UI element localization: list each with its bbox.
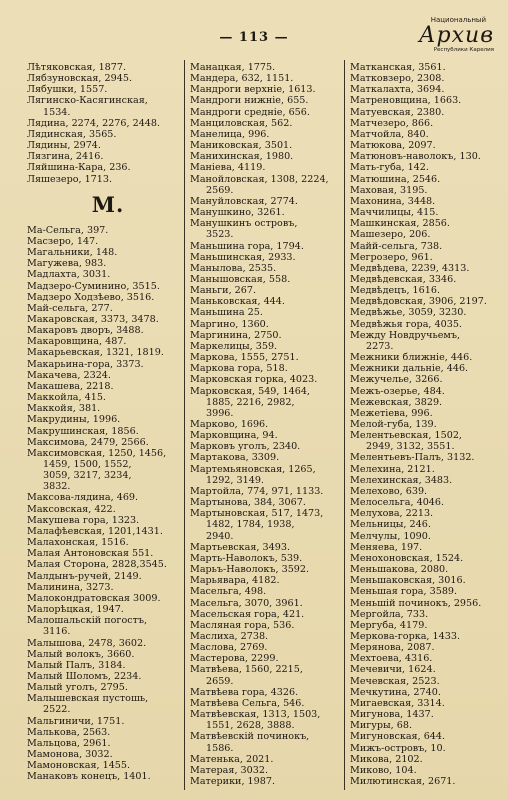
index-entry: Масляная гора, 536. [190, 619, 295, 631]
index-entry: Мельницы, 246. [350, 519, 431, 531]
index-entry: Мелой-губа, 139. [350, 419, 437, 430]
index-entry: Меньшаковская, 3016. [350, 575, 466, 587]
index-entry: Матюшина, 2546. [350, 173, 441, 185]
index-entry: Медвѣдовская, 3906, 2197. [350, 296, 487, 308]
index-column-1 [27, 62, 189, 783]
index-entry: Малинина, 3273. [27, 581, 114, 593]
index-entry: Марть-Наволокъ, 539. [190, 552, 303, 564]
index-entry: 2940. [206, 530, 234, 542]
index-entry: Лядинская, 3565. [27, 128, 117, 140]
index-entry: Маслова, 2769. [190, 642, 268, 654]
index-entry: 2273. [366, 340, 394, 352]
index-entry: Ляшезеро, 1713. [27, 173, 113, 185]
index-entry: Мигуновская, 644. [350, 731, 446, 743]
logo-line-3: Республики Карелия [433, 47, 494, 53]
index-entry: 2949, 3132, 3551. [366, 441, 455, 453]
index-entry: Макушева гора, 1323. [27, 514, 140, 526]
index-entry: 3832. [43, 481, 71, 493]
index-entry: Манелица, 996. [190, 128, 270, 140]
index-entry: Медвѣдецъ, 1616. [350, 285, 441, 297]
index-entry: Малорѣцкая, 1947. [27, 604, 124, 616]
index-entry: 1885, 2216, 2982, [206, 396, 295, 408]
index-entry: Марковская горка, 4023. [190, 374, 318, 386]
index-entry: Машезеро, 206. [350, 229, 431, 241]
index-entry: Макарьина-гора, 3373. [27, 358, 144, 370]
index-entry: Малый Палъ, 3184. [27, 659, 126, 671]
index-entry: Мать-губа, 142. [350, 162, 429, 174]
index-entry: 2659. [206, 675, 234, 687]
section-letter: М. [91, 191, 125, 217]
index-entry: Лядины, 2974. [27, 140, 101, 152]
index-entry: 1534. [43, 106, 71, 118]
index-entry: Матковзеро, 2308. [350, 73, 445, 85]
index-entry: Малая Антоновская 551. [27, 548, 154, 560]
index-entry: Меньшая гора, 3589. [350, 586, 458, 598]
index-entry: Манаковъ конецъ, 1401. [27, 771, 151, 783]
index-entry: Малышова, 2478, 3602. [27, 637, 147, 649]
index-entry: Максимовская, 1250, 1456, [27, 447, 167, 459]
index-entry: Машкинская, 2856. [350, 218, 450, 230]
index-entry: Мартынова, 384, 3067. [190, 497, 306, 509]
index-entry: 2522. [43, 704, 71, 716]
index-entry: Манихинская, 1980. [190, 151, 294, 163]
index-entry: Марьявара, 4182. [190, 575, 280, 587]
index-entry: Мижъ-островъ, 10. [350, 742, 446, 754]
index-entry: Мандроги нижніе, 655. [190, 95, 309, 107]
index-entry: Масельская гора, 421. [190, 608, 305, 620]
index-entry: 1482, 1784, 1938, [206, 519, 295, 531]
index-entry: Манушкинъ островъ, [190, 218, 298, 230]
page-number: — 113 — [219, 30, 289, 45]
index-entry: Магальники, 148. [27, 247, 118, 259]
index-entry: Маккойя, 381. [27, 403, 101, 415]
index-entry: Лѣтяковская, 1877. [27, 62, 127, 73]
index-entry: Матвѣевская, 1313, 1503, [190, 709, 321, 721]
index-entry: Маркова гора, 518. [190, 363, 288, 375]
index-entry: Меньшакова, 2080. [350, 564, 449, 576]
index-entry: Макачева, 2324. [27, 369, 111, 381]
index-entry: Марковъ уголъ, 2340. [190, 441, 301, 453]
index-entry: Медвѣдева, 2239, 4313. [350, 262, 470, 274]
index-entry: Макрушинская, 1856. [27, 425, 139, 437]
index-entry: Маргино, 1360. [190, 318, 269, 330]
index-entry: Межники дальніе, 446. [350, 363, 469, 375]
index-entry: Малышевская пустошь, [27, 693, 149, 705]
index-entry: Марьъ-Наволокъ, 3592. [190, 564, 310, 576]
index-entry: Малдынъ-ручей, 2149. [27, 570, 142, 582]
index-entry: Маниковская, 3501. [190, 140, 293, 152]
index-entry: 3996. [206, 407, 234, 419]
index-entry: Медвѣжья гора, 4035. [350, 318, 462, 330]
index-entry: Межевская, 3829. [350, 396, 443, 408]
index-entry: Малокондратовская 3009. [27, 592, 161, 604]
index-entry: Мелехово, 639. [350, 485, 428, 497]
index-entry: 3059, 3217, 3234, [43, 470, 132, 482]
index-entry: Матюновъ-наволокъ, 130. [350, 151, 481, 163]
index-entry: Матвѣева гора, 4326. [190, 686, 299, 698]
index-entry: 2569. [206, 184, 234, 196]
index-entry: Меньшій починокъ, 2956. [350, 597, 482, 609]
index-entry: Маргинина, 2750. [190, 329, 282, 341]
index-entry: Максимова, 2479, 2566. [27, 436, 149, 448]
index-entry: Малый волокъ, 3660. [27, 648, 135, 660]
index-entry: Магужева, 983. [27, 258, 107, 270]
index-entry: Масзеро, 147. [27, 235, 99, 247]
index-entry: Мартойла, 774, 971, 1133. [190, 485, 324, 497]
index-entry: Мартемьяновская, 1265, [190, 463, 316, 475]
index-entry: Мартакова, 3309. [190, 452, 280, 464]
index-entry: 1551, 2628, 3888. [206, 720, 295, 732]
index-entry: Маткалахта, 3694. [350, 84, 445, 96]
index-entry: Межники ближніе, 446. [350, 352, 473, 364]
index-entry: Манциловская, 562. [190, 117, 293, 129]
index-entry: Матуевская, 2380. [350, 106, 445, 118]
index-entry: Лязгина, 2416. [27, 151, 104, 163]
index-entry: Миково, 104. [350, 764, 417, 776]
index-entry: Манойловская, 1308, 2224, [190, 173, 329, 185]
index-entry: Медвѣжье, 3059, 3230. [350, 307, 467, 319]
index-entry: Мечевичи, 1624. [350, 664, 436, 676]
index-entry: Манушкино, 3261. [190, 207, 285, 219]
index-entry: Малафѣевская, 1201,1431. [27, 525, 163, 537]
index-entry: Маньги, 267. [190, 285, 257, 297]
index-entry: Милютинская, 2671. [350, 776, 456, 787]
index-entry: Маслиха, 2738. [190, 630, 269, 642]
index-entry: Махонина, 3448. [350, 195, 436, 207]
index-entry: 3116. [43, 626, 71, 638]
index-entry: Макаровщина, 487. [27, 336, 127, 348]
index-entry: Матвѣевскій починокъ, [190, 731, 310, 743]
index-entry: Манылова, 2535. [190, 262, 277, 274]
index-entry: Матвѣева Сельга, 546. [190, 697, 305, 709]
index-entry: Микова, 2102. [350, 753, 423, 765]
index-entry: Мигуры, 68. [350, 720, 413, 732]
index-entry: Материки, 1987. [190, 776, 276, 787]
index-entry: Маньшина 25. [190, 307, 263, 319]
index-entry: Маккойла, 415. [27, 392, 106, 404]
index-entry: Маньшинская, 2933. [190, 251, 296, 263]
index-entry: Мадзеро-Суминино, 3515. [27, 280, 160, 292]
index-entry: Мелчулы, 1090. [350, 530, 431, 542]
index-entry: 1292, 3149. [206, 474, 264, 486]
index-entry: Ма-Сельга, 397. [27, 224, 109, 236]
index-entry: Матчойла, 840. [350, 128, 429, 140]
index-entry: Мануйловская, 2774. [190, 195, 298, 207]
index-entry: Мадзеро Ходзѣево, 3516. [27, 291, 155, 303]
index-entry: Манацкая, 1775. [190, 62, 276, 73]
index-entry: Малошальскій погостъ, [27, 615, 148, 627]
index-entry: Максовская, 422. [27, 503, 116, 515]
index-entry: Малый Шоломъ, 2234. [27, 670, 142, 682]
index-column-2 [190, 62, 352, 787]
index-entry: Медвѣдевская, 3346. [350, 273, 457, 285]
index-entry: Мальгиничи, 1751. [27, 715, 125, 727]
index-entry: Макрудины, 1996. [27, 414, 121, 426]
index-entry: Мадлахта, 3031. [27, 269, 111, 281]
index-entry: Манышовская, 558. [190, 273, 291, 285]
index-entry: Майй-сельга, 738. [350, 240, 443, 252]
index-entry: Мелехина, 2121. [350, 463, 435, 475]
index-entry: Лядина, 2274, 2276, 2448. [27, 117, 161, 129]
index-entry: Масельга, 3070, 3961. [190, 597, 303, 609]
index-entry: Межучелье, 3266. [350, 374, 443, 386]
index-entry: Маховая, 3195. [350, 184, 428, 196]
index-entry: Мигаевская, 3314. [350, 697, 445, 709]
index-entry: Мегрозеро, 961. [350, 251, 433, 263]
index-entry: Мелосельга, 4046. [350, 497, 445, 509]
index-entry: Мелентьевская, 1502, [350, 430, 462, 442]
index-entry: Матенька, 2021. [190, 753, 274, 765]
index-entry: Марковщина, 94. [190, 430, 278, 442]
index-entry: Мелухова, 2213. [350, 508, 434, 520]
index-entry: Мартыновская, 517, 1473, [190, 508, 324, 520]
archive-logo [394, 17, 494, 59]
index-entry: Макашева, 2218. [27, 380, 114, 392]
index-entry: Мехтоева, 4316. [350, 653, 433, 665]
index-entry: Мамонова, 3032. [27, 749, 113, 761]
index-entry: Мечкутина, 2740. [350, 686, 441, 698]
index-entry: Мандроги средніе, 656. [190, 106, 310, 118]
index-entry: Мандера, 632, 1151. [190, 73, 294, 85]
index-entry: Маркелицы, 359. [190, 340, 278, 352]
index-entry: 1586. [206, 742, 234, 754]
index-entry: Мамоновская, 1455. [27, 760, 131, 772]
index-entry: Менохоновская, 1524. [350, 552, 464, 564]
index-entry: Матреновщина, 1663. [350, 95, 462, 107]
index-entry: Матерая, 3032. [190, 764, 269, 776]
index-entry: Мандроги верхніе, 1613. [190, 84, 316, 96]
index-entry: Матчезеро, 866. [350, 117, 434, 129]
index-entry: Макарьевская, 1321, 1819. [27, 347, 164, 359]
index-entry: Маччилицы, 415. [350, 207, 439, 219]
logo-line-2: Архив [418, 23, 494, 48]
index-entry: Мастерова, 2299. [190, 653, 279, 665]
index-entry: Мелентьевъ-Палъ, 3132. [350, 452, 475, 464]
index-entry: Матканская, 3561. [350, 62, 446, 73]
index-entry: Между Новдручьемъ, [350, 329, 461, 341]
index-entry: Мелехинская, 3483. [350, 474, 453, 486]
index-entry: Малая Сторона, 2828,3545. [27, 559, 167, 571]
index-entry: Маркова, 1555, 2751. [190, 352, 299, 364]
index-entry: Маньковская, 444. [190, 296, 285, 308]
index-column-3 [350, 62, 508, 787]
index-entry: Маньшина гора, 1794. [190, 240, 304, 252]
index-entry: Мергуба, 4179. [350, 619, 428, 631]
index-entry: Мергойла, 733. [350, 608, 429, 620]
index-entry: Малахонская, 1516. [27, 537, 129, 549]
index-entry: Макаровская, 3373, 3478. [27, 313, 159, 325]
index-entry: Масельга, 498. [190, 586, 267, 598]
index-entry: Ляйшина-Кара, 236. [27, 162, 131, 174]
index-entry: Матвѣева, 1560, 2215, [190, 664, 303, 676]
index-entry: Май-сельга, 277. [27, 302, 113, 314]
index-entry: Лябушки, 1557. [27, 84, 108, 96]
index-entry: Макаровъ дворъ, 3488. [27, 325, 144, 337]
index-entry: Межетіева, 996. [350, 407, 433, 419]
index-entry: Мерянова, 2087. [350, 642, 435, 654]
index-entry: Малый уголъ, 2795. [27, 682, 128, 694]
index-entry: Малькова, 2563. [27, 726, 111, 738]
index-entry: Межъ-озерье, 484. [350, 385, 445, 397]
index-entry: Мечевская, 2523. [350, 675, 440, 687]
index-entry: Лябзуновская, 2945. [27, 73, 132, 85]
index-entry: Маніева, 4119. [190, 162, 266, 174]
index-entry: Меняева, 197. [350, 541, 423, 553]
logo-line-1: Национальный [430, 16, 486, 24]
index-entry: Меркова-горка, 1433. [350, 630, 461, 642]
index-entry: Марково, 1696. [190, 419, 269, 430]
index-entry: 3523. [206, 229, 234, 241]
index-entry: Мальцова, 2961. [27, 737, 111, 749]
index-entry: Максова-лядина, 469. [27, 492, 139, 504]
index-entry: Марковская, 549, 1464, [190, 385, 310, 397]
index-entry: Лягинско-Касягинская, [27, 95, 148, 107]
index-entry: 1459, 1500, 1552, [43, 459, 132, 470]
index-entry: Мигунова, 1437. [350, 709, 434, 721]
index-entry: Мартьевская, 3493. [190, 541, 290, 553]
index-entry: Матюкова, 2097. [350, 140, 436, 152]
